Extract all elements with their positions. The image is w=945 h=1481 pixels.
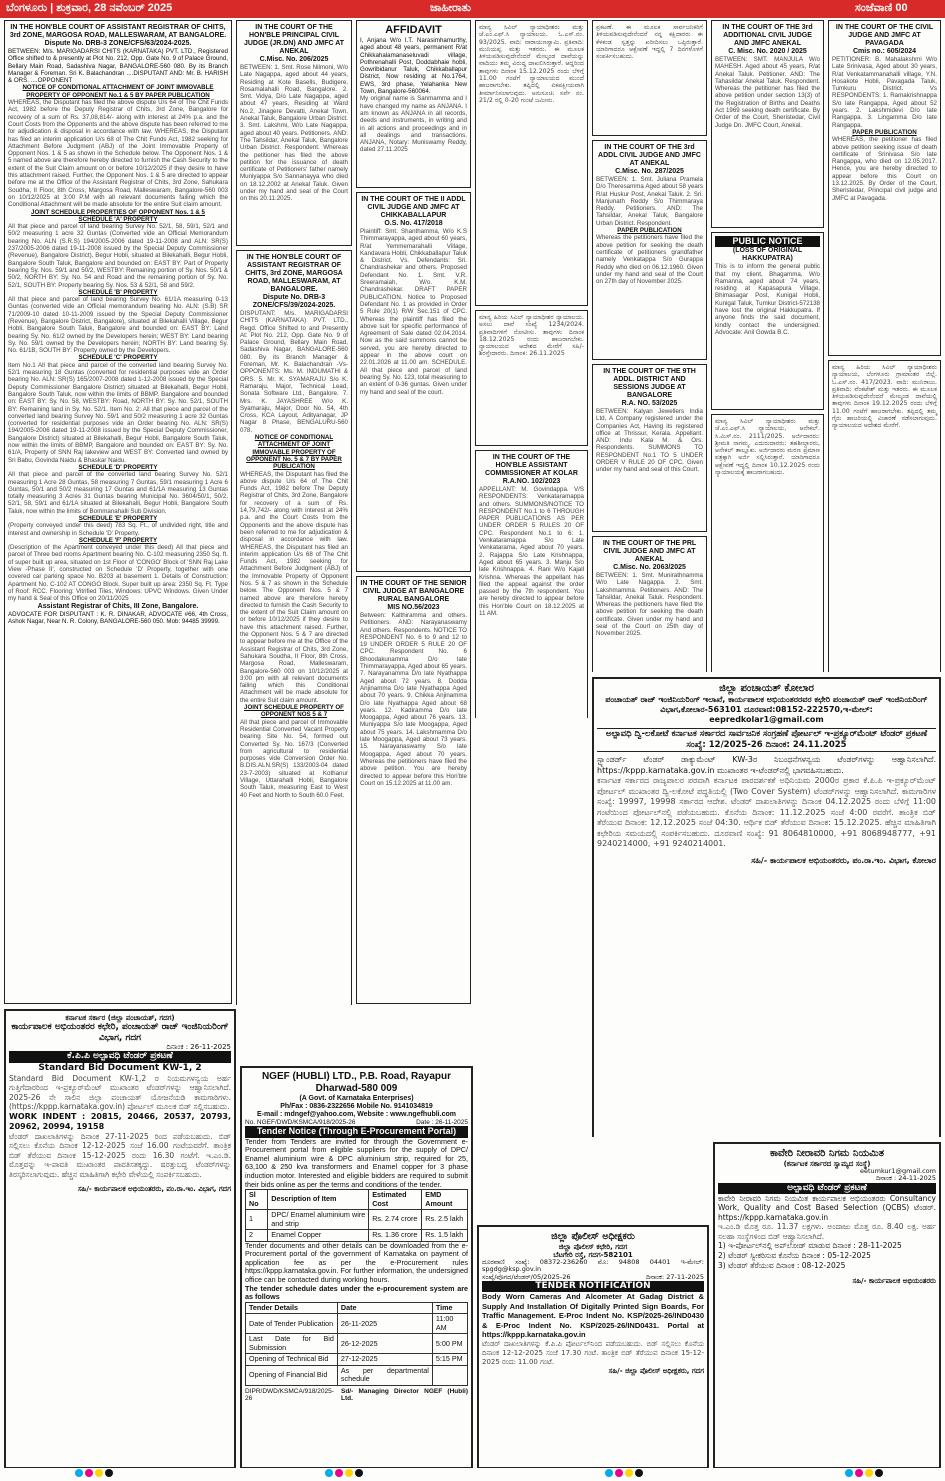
anekal-addl-case: C. Misc. No. 2020 / 2025: [728, 48, 807, 55]
police-signature: ಸಹಿ/- ಜಿಲ್ಲಾ ಪೊಲೀಸ್ ಅಧೀಕ್ಷಕರು, ಗದಗ: [608, 1366, 704, 1375]
police-h3: ಬೆಟಗೇರಿ ರಸ್ತೆ, ಗದಗ-582101: [553, 1251, 633, 1259]
kaveri-d1: 1) ಇ-ಪೋರ್ಟಲ್‌ನಲ್ಲಿ ಅಪ್‌ಲೋಡ್ ಮಾಡುವ ದಿನಾಂಕ : 28-11-2025: [718, 1241, 902, 1251]
ngef-body: Tender from Tenders are invited for through the Government e-Procurement portal from eligible suppliers for the supply of DPC/ Enamel aluminium wire & DPC aluminium strip, required for 25, 63,100 & 250 kva transformers and Enamel copper for 3 phase induction motor. Interested and eligible bidders are required to submit their bids online as per the terms and conditions of the tender.: [245, 1136, 468, 1189]
masthead-date: ಬೆಂಗಳೂರು | ಶುಕ್ರವಾರ, 28 ನವೆಂಬರ್ 2025: [6, 2, 173, 14]
ngef-schedule-intro: The tender schedule dates under the e-procurement system are as follows: [245, 1283, 468, 1302]
column-3: [356, 20, 471, 1005]
police-h1: ಜಿಲ್ಲಾ ಪೊಲೀಸ್ ಅಧೀಕ್ಷಕರು: [551, 1231, 635, 1242]
ngef-bar: Tender Notice (Through E-Procurement Portal): [245, 1126, 468, 1137]
gadag-zp-work: WORK INDENT : 20815, 20466, 20537, 20793, 20962, 20994, 19158: [9, 1111, 231, 1131]
kaveri-body: ಕಾವೇರಿ ನೀರಾವರಿ ನಿಗಮ ನಿಯಮಿತ ಕಾರ್ಯಪಾಲಕ ಅಭಿಯಂತರರು Consultancy Work, Quality and Cost Based Selection (QCBS) ಟೆಂಡರ್. https://kppp.karnataka.gov.in: [718, 1193, 936, 1222]
advocate-details: ADVOCATE FOR DISPUTANT : K. R. DINAKAR, ADVOCATE #66, 4th Cross, Ashok Nagar, Near N. R. Colony, BANGALORE-560 050. Mob: 94485 39999.: [8, 610, 228, 625]
schedule-f-text: (Description of the Apartment conveyed under this deed) All that piece and parcel of Three bed rooms Apartment bearing No. C-102 measuring 2350 Sq. ft. of super built up area, situated on 1st Floor of 'CONGO' Block of 'SNN Raj Lake View -Phase II', constructed on Schedule 'D' Property, together with one covered car parking space No. B203 at basement 1. Details of Construction: Apartment No. C-102 AT CONGO Block. Super built up area: 2350 Sq. Ft. Type of Roof: RCC. Flooring: Vitrified Tiles, Windows: UPVC Windows. Given Under my hand & Seal of this Office on 20/11/2025: [8, 544, 228, 603]
column-5: [592, 20, 707, 672]
kolar-h3: ವಿಭಾಗ,ಕೋಲಾರ-563101 ದೂರವಾಣಿ:08152-222570,ಇ-ಮೇಲ್:: [660, 705, 873, 714]
schedule-b: SCHEDULE 'B' PROPERTY: [78, 288, 158, 296]
schedule-d-text: All that piece and parcel of the converted land bearing Survey No. 52/1 measuring 1 Acre 28 Guntas, 58 measuring 7 Guntas, 59/1 measuring 1 Acre 6 Guntas, 50/1 and 50/2 measuring 17 Guntas and 61/1A measuring 13 Guntas totally measuring 3 Acres 31 Guntas bearing Municipal No. 3604/50/1, 50/2, 52/1, 58, 59/1 and 61/1A situated at Bilekahalli, Begur Hobli, Bangalore South Taluk, now within the limits of Bommanahalli Sub Division.: [8, 471, 228, 515]
public-notice-subtitle: (LOSS OF ORIGINAL HAKKUPATRA): [732, 247, 803, 263]
kannada-notice-4: ಮಾನ್ಯ ಸಿವಿಲ್ ನ್ಯಾಯಾಧೀಶರು ಮತ್ತು ಜೆ.ಎಂ.ಎಫ್.ಸಿ ನ್ಯಾಯಾಲಯ, ಆನೇಕಲ್. ಸಿ.ಮಿಸ್.ನಂ. 2111/2025. ಅರ್ಜಿದಾರರು: ಶ್ರೀಮತಿ ನಾಗಮ್ಮ. ಎದುರುದಾರರು: ತಹಶೀಲ್ದಾರರು, ಆನೇಕಲ್ ತಾಲ್ಲೂಕು. ಅರ್ಜಿದಾರರು ಮರಣ ಪ್ರಮಾಣ ಪತ್ರಕ್ಕಾಗಿ ಅರ್ಜಿ ಸಲ್ಲಿಸಿರುತ್ತಾರೆ. ಯಾರಿಗಾದರೂ ಆಕ್ಷೇಪಣೆ ಇದ್ದಲ್ಲಿ ದಿನಾಂಕ 10.12.2025 ರಂದು ನ್ಯಾಯಾಲಯಕ್ಕೆ ಹಾಜರಾಗಬಹುದು.: [711, 414, 824, 672]
pavagada-notice: IN THE COURT OF THE CIVIL JUDGE AND JMFC AT PAVAGADA Cmis no.: 605/2024 PETITIONER: B. Mahalakshmi W/o Late Srinivasa, Aged about 30 years, R/at Venkatammanahalli village, Y.N. Hosakote Hobli, Pavagada Taluk, Tumkuru District. Vs RESPONDENTS: 1. Ramakrishnappa S/o late Rangappa, Aged about 52 years. 2. Lakshmidevi D/o late Rangappa. 3. Lingamma D/o late Rangappa. PAPER PUBLICATION WHEREAS, the petitioner has filed above petition seeking issue of death certificate of Srinivasa S/o late Rangappa, who died on 12.05.2017. Hence, you are hereby directed to appear before this Court on 13.12.2025. By Order of the Court, Sheristedar, Principal civil judge and JMFC at Pavagada.: [828, 20, 941, 356]
kolar-h2: ಪಂಚಾಯತ್ ರಾಜ್ ಇಂಜಿನಿಯರಿಂಗ್ ಇಲಾಖೆ, ಕಾರ್ಯಪಾಲಕ ಅಭಿಯಂತರರವರ ಕಛೇರಿ ಪಂಚಾಯತ್ ರಾಜ್ ಇಂಜಿನಿಯರಿಂಗ್: [605, 695, 928, 704]
table-row: 1 DPC/ Enamel aluminium wire and strip Rs. 2.74 crore Rs. 2.5 lakh: [246, 1210, 468, 1230]
anekal-addl-title: IN THE COURT OF THE 3rd ADDITIONAL CIVIL JUDGE AND JMFC ANEKAL: [722, 24, 813, 47]
sessions-notice: IN THE COURT OF THE 9TH ADDL. DISTRICT AND SESSIONS JUDGE AT BANGALORE R.A. NO. 53/2025 BETWEEN: Kalyan Jewellers India Ltd, A Company registered under the Companies Act, Having its registered office at Thrissur, Kerala. Appellant. AND: Indu Kala M. & Ors. Respondents. SUMMONS TO RESPONDENT No.1 TO 5 UNDER ORDER V RULE 20 OF CPC. Given under my hand and seal of this Court.: [592, 364, 707, 532]
police-number: ಸಂಖ್ಯೆ/ಪೊಗದ/ಟೆಂಡರ್/05/2025-26: [482, 1272, 571, 1281]
schedule-c: SCHEDULE 'C' PROPERTY: [78, 354, 158, 362]
schedule-heading: JOINT SCHEDULE PROPERTIES OF OPPONENT Nos. 1 & 5: [31, 208, 205, 216]
anekal-prl-title: IN THE COURT OF THE PRL CIVIL JUDGE AND JMFC AT ANEKAL: [602, 540, 697, 563]
anekal-prl-case: C.Misc. No. 2063/2025: [613, 564, 686, 571]
affidavit-body: I, Anjana W/o I.T. Narasimhamurthy, aged about 48 years, permanent R/at Chikkahalamanaseluvadi village, Pothrenahalli Post, Doddabhaie hobli, Gowribidanur Taluk, Chikkaballapur District, Now residing at No.1764, EWS, 3rd phase, Yelahanka New Town, Bangalore-560064.: [360, 37, 467, 96]
kaveri-d2: 2) ಟೆಂಡರ್ ಸ್ವೀಕರಿಸುವ ಕೊನೆಯ ದಿನಾಂಕ : 05-12-2025: [718, 1251, 871, 1261]
family-court-notice: IN THE COURT OF THE HON'BLE PRINCIPAL CIVIL JUDGE (JR.DN) AND JMFC AT ANEKAL C.Misc. No. 206/2025 BETWEEN: 1. Smt. Rose Nilmoni, W/o Late Nagappa, aged about 44 years, Residing at Kote Basells, Budigere, Rosamalahalli Road, Bangalore. 2. Smt. Vidya, D/o Late Nagappa, aged about 47 years, Residing at Ward No.2, Jinagere Devatti, Anekal Town, Anekal Taluk, Bangalore Urban District. 3. Smt. Lakshmi, W/o Late Nagappa, aged about 40 years. Petitioners. AND: The Tahsildar, Anekal Taluk, Bangalore Urban District. Respondent. Whereas the petitioner has filed the above petition for the issuance of death certificate of Petitioners' father namely Muniyappa S/o Sannanayya who died on 18.12.2002 at Anekal Taluk. Given under my hand and seal of the Court on this 20.11.2025.: [236, 20, 352, 246]
schedule-f: SCHEDULE 'F' PROPERTY: [78, 536, 158, 544]
ngef-email: E-mail : mdngef@yahoo.com, Website : www.ngefhubli.com: [257, 1111, 456, 1118]
kaveri-bar: ಅಲ್ಪಾವಧಿ ಟೆಂಡರ್ ಪ್ರಕಟಣೆ: [718, 1183, 936, 1194]
chits-2-title: IN THE HON'BLE COURT OF ASSISTANT REGISTRAR OF CHITS, 3rd ZONE, MARGOSA ROAD, MALLESWARAM, AT BANGALORE.: [245, 254, 343, 293]
notice-body-text: WHEREAS, the Disputant has filed the above dispute U/s 64 of The Chit Funds Act, 1982 before the Deputy Registrar of Chits, 3rd Zone, Bangalore for recovery of a sum of Rs. 37,08,814/- along with interest at 24% p.a. and the Court Costs from the Opponents and the above dispute has been referred to me for adjudication & disposal in accordance with law. WHEREAS, the Disputant has filed an interim application U/s 68 of The Chit Funds Act, 1982 seeking for Attachment Before Judgment (ABJ) of the Joint Immovable Property of Opponent Nos. 1 & 5 as shown in the Schedule below. The Opponent Nos. 1 & 5 named above are therefore hereby directed to furnish the Cash Security to the extent of the Suit Claim amount on or before 10/12/2025 if they desire to have this attachment raised. Further, the Opponent Nos. 1 & 5 are directed to appear before me at the Office of the Assistant Registrar of Chits, 3rd Zone, Sahukara Soudha, II Floor, 8th Cross, Margosa Road, Malleswaram, Bangalore-560 003 on 10/12/2025 at 3:00 P.M with all relevant documents failing which the Conditional Attachment will be made absolute for the entire Suit claim amount.: [8, 99, 228, 209]
chits-2-schedule: JOINT SCHEDULE PROPERTY OF OPPONENT NOS 5 & 7: [244, 704, 344, 719]
bangalore-rural-title: IN THE COURT OF THE SENIOR CIVIL JUDGE AT BANGALORE RURAL BANGALORE: [360, 580, 467, 603]
magenta-dot: [85, 1469, 93, 1477]
column-4: [475, 20, 588, 718]
dispute-number: Dispute No. DRB-3 ZONE/CFS/63/2024-2025.: [44, 40, 192, 47]
anekal-prl-notice: IN THE COURT OF THE PRL CIVIL JUDGE AND JMFC AT ANEKAL C.Misc. No. 2063/2025 BETWEEN: 1. Smt. Munirathnamma W/o Late Nagappa. 2. Smt. Lakshmamma. Petitioners. AND: The Tahsildar, Anekal Taluk. Respondent. Whereas the petitioners have filed the above petition for seeking the death certificate. Given under my hand and seal of the Court on 25th day of November 2025.: [592, 536, 707, 672]
ngef-date: Date : 26-11-2025: [416, 1119, 468, 1126]
table-row: Opening of Technical Bid 27-12-2025 5:15 PM: [246, 1354, 468, 1366]
kaveri-signature: ಸಹಿ/- ಕಾರ್ಯಪಾಲಕ ಅಭಿಯಂತರರು: [852, 1277, 936, 1286]
column-7: [828, 20, 941, 672]
ngef-table: Sl No Description of Item Estimated Cost EMD Amount 1 DPC/ Enamel aluminium wire and strip Rs. 2.74 crore Rs. 2.5 lakh 2 Enamel Copper Rs. 1.36 crore Rs. 1.5 lakh: [245, 1189, 468, 1242]
anekal-3rd-pub: PAPER PUBLICATION: [617, 227, 682, 235]
column-6: [711, 20, 824, 672]
kolar-ac-case: R.A.NO. 102/2023: [502, 478, 561, 485]
gadag-zp-date: ದಿನಾಂಕ : 26-11-2025: [166, 1043, 231, 1051]
court-title: IN THE HON'BLE COURT OF ASSISTANT REGISTRAR OF CHITS, 3rd ZONE, MARGOSA ROAD, MALLESWARAM, AT BANGALORE.: [9, 24, 227, 39]
schedule-e-text: (Property conveyed under this deed) 783 Sq. Ft., of undivided right, title and interest and ownership in Schedule 'D' Property.: [8, 522, 228, 537]
gadag-police-tender: ಜಿಲ್ಲಾ ಪೊಲೀಸ್ ಅಧೀಕ್ಷಕರು ಜಿಲ್ಲಾ ಪೊಲೀಸ್ ಕಛೇರಿ, ಗದಗ ಬೆಟಗೇರಿ ರಸ್ತೆ, ಗದಗ-582101 ದೂರವಾಣಿ ಸಂಖ್ಯೆ: 08372-236260 ಮೊ: 94808 04401 ಇ-ಮೇಲ್: spgdg@ksp.gov.in ಸಂಖ್ಯೆ/ಪೊಗದ/ಟೆಂಡರ್/05/2025-26 ದಿನಾಂಕ: 27-11-2025 TENDER NOTIFICATION Body Worn Cameras And Alcometer At Gadag District & Supply And Installation Of Digitally Printed Sign Boards, For Traffic Management. E-Proc Indent No. KSP/2025-26/IND0430 & E-Proc Indent No. KSP/2025-26/IND0431. Portal at https://kppp.karnataka.gov.in ಟೆಂಡರ್ ದಾಖಲಾತಿಗಳನ್ನು ಕೆ.ಪಿ.ಪಿ ಪೋರ್ಟಲ್‌ನಿಂದ ಪಡೆಯಬಹುದು. ಬಿಡ್ ಸಲ್ಲಿಸಲು ಕೊನೆಯ ದಿನಾಂಕ 12-12-2025 ಸಂಜೆ 17.30 ಗಂಟೆ. ತಾಂತ್ರಿಕ ಬಿಡ್ ತೆರೆಯುವ ದಿನಾಂಕ 15-12-2025 ರಂದು 11.00 ಗಂಟೆ. ಸಹಿ/- ಜಿಲ್ಲಾ ಪೊಲೀಸ್ ಅಧೀಕ್ಷಕರು, ಗದಗ: [477, 1225, 709, 1468]
notice-signature: Assistant Registrar of Chits, III Zone, Bangalore.: [37, 602, 199, 610]
anekal-3rd-notice: IN THE COURT OF THE 3rd ADDL CIVIL JUDGE AND JMFC AT ANEKAL C.Misc. No. 287/2025 BETWEEN: 1. Smt. Juliana Pramela D/o Theresamma Aged about 58 years R/at Huskur Post, Anekal Taluk. 2. Sri. Manjunath Reddy S/o Thimmaraya Reddy. Petitioners. AND: The Tahsildar, Anekal Taluk, Bangalore Urban District. Respondent. PAPER PUBLICATION Whereas the petitioners have filed the above petition for seeking the death certificate of petitioners grandfather namely Venkatappa S/o Gurappa Reddy who died on 06.12.1960. Given under my hand and seal of the Court on 27th day of November 2025.: [592, 140, 707, 360]
anekal-addl-notice: IN THE COURT OF THE 3rd ADDITIONAL CIVIL JUDGE AND JMFC ANEKAL C. Misc. No. 2020 / 2025 BETWEEN: SMT. MANJULA W/o MAHESH. Aged about 45 years, R/at Anekal Taluk. Petitioner. AND: The Tahasildar Anekal Taluk. Respondent. Whereas the petitioner has filed the above petition under section 13(3) of the Registration of Births and Deaths Act 1969 seeking death certificate. By Order of the Court, Sheristedar, Civil Judge Dn. JMFC Court, Anekal.: [711, 20, 824, 228]
kolar-tender: ಜಿಲ್ಲಾ ಪಂಚಾಯತ್ ಕೋಲಾರ ಪಂಚಾಯತ್ ರಾಜ್ ಇಂಜಿನಿಯರಿಂಗ್ ಇಲಾಖೆ, ಕಾರ್ಯಪಾಲಕ ಅಭಿಯಂತರರವರ ಕಛೇರಿ ಪಂಚಾಯತ್ ರಾಜ್ ಇಂಜಿನಿಯರಿಂಗ್ ವಿಭಾಗ,ಕೋಲಾರ-563101 ದೂರವಾಣಿ:08152-222570,ಇ-ಮೇಲ್: eepredkolar1@gmail.com ಅಲ್ಪಾವಧಿ ದ್ವಿ-ಲಕೋಟೆ ಕರ್ನಾಟಕ ಸರ್ಕಾರದ ಸಾರ್ವಜನಿಕ ಸಂಗ್ರಹಣೆ ಪೋರ್ಟಲ್ ಇ-ಪ್ರಕ್ಯೂರ್‌ಮೆಂಟ್ ಟೆಂಡರ್ ಪ್ರಕಟಣೆ ಸಂಖ್ಯೆ: 12/2025-26 ದಿನಾಂಕ: 24.11.2025 ಸ್ಟ್ಯಾಂಡರ್ಡ್ ಟೆಂಡರ್ ಡಾಕ್ಯುಮೆಂಟ್ KW-3ರ ನಿಬಂಧನೆಗಳನ್ವಯ ಟೆಂಡರ್‌ಗಳನ್ನು ಆಹ್ವಾನಿಸಲಾಗಿದೆ. https://kppp.karnataka.gov.in ಮುಖಾಂತರ ಇ-ಟೆಂಡರ್‌ನಲ್ಲಿ ಭಾಗವಹಿಸಬಹುದು. ಕರ್ನಾಟಕ ಸರ್ಕಾರದ ರಾಜ್ಯಪಾಲರ ಪರವಾಗಿ ಕರ್ನಾಟಕ ಪಾರದರ್ಶಕತೆ ಅಧಿನಿಯಮ 2000ರ ಪ್ರಕಾರ ಕೆ.ಪಿ.ಪಿ ಇ-ಪ್ರಕ್ಯೂರ್‌ಮೆಂಟ್ ಪೋರ್ಟಲ್ ಮುಖಾಂತರ ದ್ವಿ-ಲಕೋಟೆ ಪದ್ಧತಿಯಲ್ಲಿ (Two Cover System) ಟೆಂಡರ್‌ಗಳನ್ನು ಆಹ್ವಾನಿಸಲಾಗಿದೆ. ಕಾಮಗಾರಿಗಳ ಸಂಖ್ಯೆ: 19997, 19998 ಸರ್ಕಾರದ ಆದೇಶ. ಟೆಂಡರ್ ದಾಖಲಾತಿಗಳನ್ನು ದಿನಾಂಕ 04.12.2025 ರಂದು ಬೆಳಿಗ್ಗೆ 11:00 ಗಂಟೆಯಿಂದ ಪೋರ್ಟಲ್‌ನಲ್ಲಿ ಪಡೆಯಬಹುದು. ಕೊನೆಯ ದಿನಾಂಕ: 11.12.2025 ಸಂಜೆ 4:00 ರವರೆಗೆ. ತಾಂತ್ರಿಕ ಬಿಡ್ ತೆರೆಯುವ ದಿನಾಂಕ: 12.12.2025 ಸಂಜೆ 04:30. ಆರ್ಥಿಕ ಬಿಡ್ ತೆರೆಯುವ ದಿನಾಂಕ: 15.12.2025. ಹೆಚ್ಚಿನ ಮಾಹಿತಿಗಾಗಿ ಕಛೇರಿಯ ಸಮಯದಲ್ಲಿ ಸಂಪರ್ಕಿಸಬಹುದು. ದೂರವಾಣಿ ಸಂಖ್ಯೆ: 91 8064810000, +91 8068948777, +91 9240214000, +91 9240214001. ಸಹಿ/- ಕಾರ್ಯಪಾಲಕ ಅಭಿಯಂತರರು, ಪಂ.ರಾ.ಇಂ. ವಿಭಾಗ, ಕೋಲಾರ: [592, 677, 941, 1137]
bangalore-rural-notice: IN THE COURT OF THE SENIOR CIVIL JUDGE AT BANGALORE RURAL BANGALORE MIS NO.56/2023 Between: Kalthiramma and others. Petitioners. AND: Narayanaswamy And others. Respondents. NOTICE TO RESPONDENT No. 6 to 9 and 12 to 19 UNDER ORDER 5 RULE 20 OF CPC. Respondent No. 6 Bhoodakunamma D/o late Thimmarayappa, Aged about 65 years. 7. Narayanamma D/o late Nyathappa Aged about 72 years. 8. Dodda Anjinamma D/o late Nyathappa Aged about 70 years. 9. Chikka Anjinamma D/o late Nyathappa Aged about 68 years. 12. Kadiramma D/o late Moogappa, Aged about 76 years. 13. Muniyappa S/o late Moogappa, Aged about 75 years. 14. Lakshmamma D/o late Moogappa, Aged about 73 years. 15. Narayanaswamy S/o late Moogappa, Aged about 70 years. Whereas the petitioners have filed the above petition. You are hereby directed to appear before this Hon'ble Court on 15.12.2025 at 11.00 am.: [356, 576, 471, 1004]
ngef-phone: Ph/Fax : 0836-2322656 Mobile No. 9141034819: [280, 1103, 433, 1110]
police-phone: ದೂರವಾಣಿ ಸಂಖ್ಯೆ: 08372-236260 ಮೊ: 94808 04401 ಇ-ಮೇಲ್: spgdg@ksp.gov.in: [482, 1258, 704, 1274]
page: [4, 20, 941, 1468]
black-dot: [105, 1469, 113, 1477]
anekal-3rd-case: C.Misc. No. 287/2025: [615, 168, 684, 175]
gadag-zp-tender: ಕರ್ನಾಟಕ ಸರ್ಕಾರ (ಜಿಲ್ಲಾ ಪಂಚಾಯತ್, ಗದಗ) ಕಾರ್ಯಪಾಲಕ ಅಭಿಯಂತರರ ಕಛೇರಿ, ಪಂಚಾಯತ್ ರಾಜ್ ಇಂಜಿನಿಯರಿಂಗ್ ವಿಭಾಗ, ಗದಗ ದಿನಾಂಕ : 26-11-2025 ಕೆ.ಪಿ.ಪಿ ಅಲ್ಪಾವಧಿ ಟೆಂಡರ್ ಪ್ರಕಟಣೆ Standard Bid Document KW-1, 2 Standard Bid Document KW-1,2 ರ ನಿಯಮಗಳನ್ವಯ ಅರ್ಹ ಗುತ್ತಿಗೆದಾರರಿಂದ ಇ-ಪ್ರಕ್ಯೂರ್‌ಮೆಂಟ್ ಮುಖಾಂತರ ಟೆಂಡರ್‌ಗಳನ್ನು ಆಹ್ವಾನಿಸಲಾಗಿದೆ. 2025-26 ನೇ ಸಾಲಿನ ಜಿಲ್ಲಾ ಪಂಚಾಯತ್ ಯೋಜನೆಯಡಿ ಕಾಮಗಾರಿಗಳು. (https://kppp.karnataka.gov.in) ಪೋರ್ಟಲ್ ಮೂಲಕ ಬಿಡ್ ಸಲ್ಲಿಸಬಹುದು. WORK INDENT : 20815, 20466, 20537, 20793, 20962, 20994, 19158 ಟೆಂಡರ್ ದಾಖಲಾತಿಗಳನ್ನು ದಿನಾಂಕ 27-11-2025 ರಿಂದ ಪಡೆಯಬಹುದು. ಬಿಡ್ ಸಲ್ಲಿಸಲು ಕೊನೆಯ ದಿನಾಂಕ 12-12-2025 ಸಂಜೆ 16.00 ಗಂಟೆಯವರೆಗೆ. ತಾಂತ್ರಿಕ ಬಿಡ್ ತೆರೆಯುವ ದಿನಾಂಕ 15-12-2025 ರಂದು 16.30 ಗಂಟೆಗೆ. ಇ.ಎಂ.ಡಿ. ಮೊತ್ತವನ್ನು ಇ-ಪಾವತಿ ಮುಖಾಂತರ ಪಾವತಿಸತಕ್ಕದ್ದು. ಷರತ್ತುಬದ್ಧ ಟೆಂಡರ್‌ಗಳನ್ನು ತಿರಸ್ಕರಿಸಲಾಗುವುದು. ಹೆಚ್ಚಿನ ಮಾಹಿತಿಗಾಗಿ ಕಛೇರಿ ವೇಳೆಯಲ್ಲಿ ಸಂಪರ್ಕಿಸಬಹುದು. ಸಹಿ/- ಕಾರ್ಯಪಾಲಕ ಅಭಿಯಂತರರು, ಪಂ.ರಾ.ಇಂ. ವಿಭಾಗ, ಗದಗ: [4, 1009, 236, 1468]
ngef-signature: Sd/- Managing Director NGEF (Hubli) Ltd.: [341, 1387, 468, 1403]
ngef-h1: NGEF (HUBLI) LTD., P.B. Road, Rayapur Dharwad-580 009: [261, 1071, 452, 1094]
ngef-tender: [240, 1066, 473, 1468]
kaveri-d3: 3) ಟೆಂಡರ್ ತೆರೆಯುವ ದಿನಾಂಕ : 08-12-2025: [718, 1261, 846, 1271]
schedule-b-text: All that piece and parcel of land bearing Survey No. 61/1A measuring 0-13 Guntas (converted vide an Official memorandum bearing No. ALN: (S.B) SR 71/2009-10 dated 10-11-2009 issued by the Special Deputy Commissioner (Revenue), Bangalore District, Bangalore), situated at Bilekahalli Village, Begur Hobli, Bangalore South Taluk, Bangalore and bounded on: EAST BY: Land bearing Sy. No. 61/2 owned by the Developers herein; WEST BY: Land bearing Sy. No. 59/1 owned by the Developers herein; NORTH BY: Land bearing Sy. No. 61/1B, SOUTH BY: Property owned by the Developers.: [8, 296, 228, 355]
masthead-section: ಜಾಹೀರಾತು: [430, 2, 472, 14]
kolar-ac-notice: IN THE COURT OF THE HON'BLE ASSISTANT COMMISSIONER AT KOLAR R.A.NO. 102/2023 APPELLANT: M. Govindappa. V/S RESPONDENTS: Venkataramappa and others. SUMMONS/NOTICE TO RESPONDENT No.1 to 6 THROUGH PAPER PUBLICATIONS AS PER UNDER ORDER 5 RULES 20 OF CPC. Respondent No.1 to 6: 1. Venkataramappa S/o Late Venkatarama, Aged about 70 years. 2. Rajappa S/o Late Krishnappa, Aged about 65 years. 3. Manju S/o late Krishnappa. 4. Rani W/o Kajall Krishna. Whereas the appellant has filed the appeal against the order passed by the 7th respondent. You are hereby directed to appear before this Hon'ble Court on 18.12.2025 at 11 AM.: [475, 450, 588, 718]
ngef-number: No. NGEF/DWD/KSMCA/918/2025-26: [245, 1119, 356, 1126]
police-h2: ಜಿಲ್ಲಾ ಪೊಲೀಸ್ ಕಛೇರಿ, ಗದಗ: [558, 1243, 628, 1251]
schedule-d: SCHEDULE 'D' PROPERTY: [78, 463, 158, 471]
kaveri-email: eetumkur1@gmail.com: [860, 1167, 936, 1175]
public-notice-title: PUBLIC NOTICE: [715, 236, 820, 247]
bangalore-rural-case: MIS NO.56/2023: [387, 604, 440, 611]
gadag-zp-h3: ಕೆ.ಪಿ.ಪಿ ಅಲ್ಪಾವಧಿ ಟೆಂಡರ್ ಪ್ರಕಟಣೆ: [9, 1051, 231, 1062]
ngef-schedule-table: Tender Details Date Time Date of Tender Publication 26-11-2025 11:00 AM Last Date for Bid Submission 26-12-2025 5:00 PM Opening of Technical Bid 27-12-2025 5:15 PM Opening of Financial Bid As per departmental schedule: [245, 1302, 468, 1386]
schedule-e: SCHEDULE 'E' PROPERTY: [78, 515, 158, 522]
kaveri-tender: ಕಾವೇರಿ ನೀರಾವರಿ ನಿಗಮ ನಿಯಮಿತ (ಕರ್ನಾಟಕ ಸರ್ಕಾರದ ಸ್ವಾಮ್ಯದ ಸಂಸ್ಥೆ) eetumkur1@gmail.com ದಿನಾಂಕ : 24-11-2025 ಅಲ್ಪಾವಧಿ ಟೆಂಡರ್ ಪ್ರಕಟಣೆ ಕಾವೇರಿ ನೀರಾವರಿ ನಿಗಮ ನಿಯಮಿತ ಕಾರ್ಯಪಾಲಕ ಅಭಿಯಂತರರು Consultancy Work, Quality and Cost Based Selection (QCBS) ಟೆಂಡರ್. https://kppp.karnataka.gov.in ಇ.ಎಂ.ಡಿ ಮೊತ್ತ ರೂ. 11.37 ಲಕ್ಷಗಳು. ಅಂದಾಜು ಮೊತ್ತ ರೂ. 8.40 ಲಕ್ಷ. ಅರ್ಹ ಸಲಹಾ ಸಂಸ್ಥೆಗಳಿಂದ ಬಿಡ್ ಆಹ್ವಾನಿಸಲಾಗಿದೆ. 1) ಇ-ಪೋರ್ಟಲ್‌ನಲ್ಲಿ ಅಪ್‌ಲೋಡ್ ಮಾಡುವ ದಿನಾಂಕ : 28-11-2025 2) ಟೆಂಡರ್ ಸ್ವೀಕರಿಸುವ ಕೊನೆಯ ದಿನಾಂಕ : 05-12-2025 3) ಟೆಂಡರ್ ತೆರೆಯುವ ದಿನಾಂಕ : 08-12-2025 ಸಹಿ/- ಕಾರ್ಯಪಾಲಕ ಅಭಿಯಂತರರು: [713, 1142, 941, 1468]
gadag-zp-h2: ಕಾರ್ಯಪಾಲಕ ಅಭಿಯಂತರರ ಕಛೇರಿ, ಪಂಚಾಯತ್ ರಾಜ್ ಇಂಜಿನಿಯರಿಂಗ್ ವಿಭಾಗ, ಗದಗ: [11, 1022, 229, 1043]
yellow-dot: [95, 1469, 103, 1477]
chikkaballapur-case: O.S. No. 417/2018: [384, 220, 443, 227]
public-notice: PUBLIC NOTICE (LOSS OF ORIGINAL HAKKUPATRA) This is to inform the general public that my client, Bhagamma, W/o Ramanna, aged about 74 years, residing at Kapasapura Village, Bhimasagar Post, Kunigal Hobli, Kunigal Taluk, Tumkur District-572138 have lost the original Hakkupatra. If anyone finds the said document, kindly contact the undersigned. Advocate: Anil Gowda B.C.: [711, 232, 824, 410]
table-row: Date of Tender Publication 26-11-2025 11:00 AM: [246, 1314, 468, 1334]
chits-notice-1: [4, 20, 232, 1004]
affidavit-notice: AFFIDAVIT I, Anjana W/o I.T. Narasimhamurthy, aged about 48 years, permanent R/at Chikkahalamanaseluvadi village, Pothrenahalli Post, Doddabhaie hobli, Gowribidanur Taluk, Chikkaballapur District, Now residing at No.1764, EWS, 3rd phase, Yelahanka New Town, Bangalore-560064. My original name is Sanmamma and I have changed my name as ANJANA. I am known as ANJANA in all records, deeds and instruments, in writing and in all actions and proceedings and in all dealings and transactions. ANJANA, Notary: Muniswamy Reddy, dated 27.11.2025: [356, 20, 471, 188]
affidavit-title: AFFIDAVIT: [385, 24, 442, 36]
kannada-notice-3: ಪ್ರಕಟಣೆ. ಈ ಮೂಲಕ ಸಾರ್ವಜನಿಕರಿಗೆ ತಿಳಿಯಪಡಿಸುವುದೇನೆಂದರೆ ನನ್ನ ಕಕ್ಷಿದಾರರು ಈ ಕೆಳಕಂಡ ಸ್ವತ್ತನ್ನು ಖರೀದಿಸಲು ಒಪ್ಪಿರುತ್ತಾರೆ. ಯಾರಿಗಾದರೂ ಆಕ್ಷೇಪಣೆ ಇದ್ದಲ್ಲಿ 7 ದಿನಗಳೊಳಗೆ ಸಂಪರ್ಕಿಸಬಹುದು.: [592, 20, 707, 136]
registration-marks: [0, 1467, 945, 1479]
masthead-paper: ಸಂಜೆವಾಣಿ 00: [855, 2, 908, 14]
schedule-c-text: Item No.1 All that piece and parcel of the converted land bearing Survey No. 52/1 measuring 18 Guntas (converted for residential purposes vide an Order bearing No. ALN: SR(S) 165/2007-2008 dated 1-12-2008 issued by the Special Deputy Commissioner Bangalore District) situated at Bilekahalli, Begur Hobli, Bangalore South Taluk, now within the limits of BBMP, Bangalore and bounded on: EAST BY: Sy. No. 58, WESTBY: Road, NORTH BY: Sy. No. 52/1, SOUTH BY: Remaining land in Sy. No. 52/1. Item No. 2: All that piece and parcel of the converted land bearing Survey No. 59/1 and 50/2 measuring 1 acre 32 Guntas (converted for residential purposes vide an Order bearing No. ALN: SR(S) 194/2005-2006 dated 19-11-2008 issued by the Special Deputy Commissioner, Bangalore District) situated at Bilekahalli, Begur Hobli, Bangalore South Taluk, now within the limits of BBMP, Bangalore and bounded on: EAST BY: Sy. No. 61/A, Property of SNN Raj lakeview and WEST BY: Converted land owned by Sri Babu, Govinda Naidu & Bhaskar Naidu.: [8, 361, 228, 464]
cyan-dot: [75, 1469, 83, 1477]
column-1: [4, 20, 232, 1005]
table-row: 2 Enamel Copper Rs. 1.36 crore Rs. 1.5 lakh: [246, 1230, 468, 1242]
police-bar: TENDER NOTIFICATION: [482, 1281, 704, 1292]
kolar-signature: ಸಹಿ/- ಕಾರ್ಯಪಾಲಕ ಅಭಿಯಂತರರು, ಪಂ.ರಾ.ಇಂ. ವಿಭಾಗ, ಕೋಲಾರ: [751, 855, 936, 865]
kaveri-h2: (ಕರ್ನಾಟಕ ಸರ್ಕಾರದ ಸ್ವಾಮ್ಯದ ಸಂಸ್ಥೆ): [783, 1160, 871, 1168]
chikkaballapur-notice: IN THE COURT OF THE II ADDL CIVIL JUDGE AND JMFC AT CHIKKABALLAPUR O.S. No. 417/2018 Plaintiff: Smt. Shanthamma, W/o K.S Thimmarayappa, aged about 60 years, R/at Yemmemarahalli Village, Kandavara Hobli, Chikkaballapur Taluk & District. Vs. Defendants: Sri. Chandrashekar and others. Proposed Defendant No. 1. Smt. V.R. Sreeramaiah, W/o. K.M. Chandrashekar. DRAFT PAPER PUBLICATION. Notice to Proposed Defendant No. 1 as provided in Order 5 Rule 20(1) R/W Sec.151 of CPC. Whereas the plaintiff has filed the above suit for specific performance of Agreement of Sale dated 02.04.2014. Now as the said summons cannot be served, you are hereby directed to appear in the above court on 22.01.2026 at 11.00 am. SCHEDULE. All that piece and parcel of land bearing Sy. No. 123, total measuring to an extent of 0-36 guntas. Given under my hand and seal of the court.: [356, 192, 471, 572]
pavagada-pub: PAPER PUBLICATION: [852, 128, 917, 136]
kannada-notice-5: ಮಾನ್ಯ ಹಿರಿಯ ಸಿವಿಲ್ ನ್ಯಾಯಾಧೀಶರು ನ್ಯಾಯಾಲಯ, ಬೆಂಗಳೂರು ಗ್ರಾಮಾಂತರ ಜಿಲ್ಲೆ. ಓ.ಎಸ್.ನಂ. 417/2023. ವಾದಿ: ಮುನಿರಾಜು. ಪ್ರತಿವಾದಿ: ವೆಂಕಟೇಶ್ ಮತ್ತು ಇತರರು. ಈ ಮೂಲಕ ತಿಳಿಯಪಡಿಸುವುದೇನೆಂದರೆ ಮೇಲ್ಕಂಡ ದಾವೆಯಲ್ಲಿ ತಾವುಗಳು ದಿನಾಂಕ 19.12.2025 ರಂದು ಬೆಳಿಗ್ಗೆ 11.00 ಗಂಟೆಗೆ ಹಾಜರಾಗಬೇಕು. ತಪ್ಪಿದಲ್ಲಿ ತಮ್ಮ ಗೈರು ಹಾಜರಿಯಲ್ಲಿ ವಿಚಾರಣೆ ನಡೆಸಲಾಗುವುದು. ನ್ಯಾಯಾಲಯದ ಆದೇಶದ ಮೇರೆಗೆ.: [828, 360, 941, 672]
kolar-h4: ಅಲ್ಪಾವಧಿ ದ್ವಿ-ಲಕೋಟೆ ಕರ್ನಾಟಕ ಸರ್ಕಾರದ ಸಾರ್ವಜನಿಕ ಸಂಗ್ರಹಣೆ ಪೋರ್ಟಲ್ ಇ-ಪ್ರಕ್ಯೂರ್‌ಮೆಂಟ್ ಟೆಂಡರ್ ಪ್ರಕಟಣೆ ಸಂಖ್ಯೆ: 12/2025-26 ದಿನಾಂಕ: 24.11.2025: [597, 728, 936, 752]
ngef-h2: (A Govt. of Karnataka Enterprises): [299, 1095, 414, 1102]
notice-heading: NOTICE OF CONDITIONAL ATTACHMENT OF JOINT IMMOVABLE PROPERTY OF OPPONENT No.1 & 5 BY PAPER PUBLICATION: [22, 84, 214, 99]
schedule-a-text: All that piece and parcel of land bearing Survey No. 52/1, 58, 59/1, 52/1 and 50/2 measuring 1 acre 32 Guntas (Converted vide an Official Memorandum bearing No. ALN (S.R.S) 194/2005-2006 dated 19-11-2008 and ALN: SR(S) 237/2005-2006 dated 19-11-2008 issued by the Special Deputy Commissioner (Revenue), Bangalore District), Begur Hobli, situated at Bilekahalli, Begur Hobli, Bangalore South Taluk, Bangalore and bounded on: EAST BY: Part of Property bearing Sy. Nos. 59/1 and 50/2, WESTBY: Remaining portion of Sy. Nos. 50/1 & 50/2, NORTH BY: Sy. No. 54 and Road and the remaining portion of Sy. No. 52/1, SOUTH BY: Property bearing Sy. Nos. 53 & 52/1, 58 and 59/2.: [8, 223, 228, 289]
schedule-a: SCHEDULE 'A' PROPERTY: [78, 215, 158, 223]
table-row: Opening of Financial Bid As per departmental schedule: [246, 1365, 468, 1385]
kolar-h1: ಜಿಲ್ಲಾ ಪಂಚಾಯತ್ ಕೋಲಾರ: [719, 683, 814, 694]
kannada-notice-2: ಮಾನ್ಯ ಹಿರಿಯ ಸಿವಿಲ್ ನ್ಯಾಯಾಧೀಶರ ನ್ಯಾಯಾಲಯ. ಅಸಲು ದಾವೆ ಸಂಖ್ಯೆ 1234/2024. ಪ್ರತಿವಾದಿಗಳಿಗೆ ನೋಟೀಸು. ತಾವುಗಳು ದಿನಾಂಕ 18.12.2025 ರಂದು ಹಾಜರಾಗಬೇಕು. ನ್ಯಾಯಾಲಯದ ಆದೇಶದ ಮೇರೆಗೆ ಸಹಿ/- ಶಿರಸ್ತೇದಾರರು. ದಿನಾಂಕ: 26.11.2025: [475, 310, 588, 446]
sessions-case: R.A. NO. 53/2025: [621, 400, 678, 407]
pavagada-title: IN THE COURT OF THE CIVIL JUDGE AND JMFC AT PAVAGADA: [835, 24, 934, 47]
chits-2-dispute: Dispute No. DRB-3 ZONE/CFS/39/2024-2025.: [252, 294, 336, 309]
gadag-zp-h4: Standard Bid Document KW-1, 2: [9, 1063, 231, 1074]
ngef-body-2: Tender documents and other details can be downloaded from the e-Procurement portal of the government of Karnataka on payment of application fee as per the e-Procurement rules https://kppp.karnataka.gov.in. For further information, the undersigned office can be contacted during working hours.: [245, 1240, 468, 1285]
kaveri-h1: ಕಾವೇರಿ ನೀರಾವರಿ ನಿಗಮ ನಿಯಮಿತ: [769, 1148, 885, 1159]
gadag-zp-h1: ಕರ್ನಾಟಕ ಸರ್ಕಾರ (ಜಿಲ್ಲಾ ಪಂಚಾಯತ್, ಗದಗ): [65, 1014, 175, 1022]
gadag-zp-sign: ಸಹಿ/- ಕಾರ್ಯಪಾಲಕ ಅಭಿಯಂತರರು, ಪಂ.ರಾ.ಇಂ. ವಿಭಾಗ, ಗದಗ: [77, 1185, 231, 1194]
pavagada-case: Cmis no.: 605/2024: [852, 48, 917, 55]
police-date: ದಿನಾಂಕ: 27-11-2025: [646, 1272, 704, 1281]
chits-2-heading: NOTICE OF CONDITIONAL ATTACHMENT OF JOINT IMMOVABLE PROPERTY OF OPPONENT No. 5 & 7 BY PAPER PUBLICATION: [246, 434, 342, 471]
column-2: [236, 20, 352, 1005]
kolar-email: eepredkolar1@gmail.com: [709, 715, 824, 724]
police-body: Body Worn Cameras And Alcometer At Gadag District & Supply And Installation Of Digitally Printed Sign Boards, For Traffic Management. E-Proc Indent No. KSP/2025-26/IND0430 & E-Proc Indent No. KSP/2025-26/IND0431. Portal at https://kppp.karnataka.gov.in: [482, 1292, 704, 1340]
kolar-body: ಸ್ಟ್ಯಾಂಡರ್ಡ್ ಟೆಂಡರ್ ಡಾಕ್ಯುಮೆಂಟ್ KW-3ರ ನಿಬಂಧನೆಗಳನ್ವಯ ಟೆಂಡರ್‌ಗಳನ್ನು ಆಹ್ವಾನಿಸಲಾಗಿದೆ. https://kppp.karnataka.gov.in ಮುಖಾಂತರ ಇ-ಟೆಂಡರ್‌ನಲ್ಲಿ ಭಾಗವಹಿಸಬಹುದು.: [597, 755, 936, 775]
kaveri-date: ದಿನಾಂಕ : 24-11-2025: [875, 1174, 936, 1183]
kolar-ac-title: IN THE COURT OF THE HON'BLE ASSISTANT COMMISSIONER AT KOLAR: [485, 454, 578, 477]
sessions-title: IN THE COURT OF THE 9TH ADDL. DISTRICT AND SESSIONS JUDGE AT BANGALORE: [603, 368, 696, 399]
notice-parties: BETWEEN: M/s. MARIGADARSI CHITS (KARNATAKA) PVT. LTD., Registered Office shifted to & presently at Plot No. 212, Opp. Gate No. 9 of Palace Ground, Bellary Main Road, Sadashiva Nagar, BANGALORE-560 080. By its Branch Manager & Foreman. Sri K. Balachandran ....DISPUTANT AND: Mr. B. HARISH & ORS. ....OPPONENT: [8, 48, 228, 85]
masthead: [0, 0, 945, 18]
anekal-3rd-title: IN THE COURT OF THE 3rd ADDL CIVIL JUDGE AND JMFC AT ANEKAL: [598, 144, 701, 167]
table-row: Last Date for Bid Submission 26-12-2025 5:00 PM: [246, 1334, 468, 1354]
chikkaballapur-title: IN THE COURT OF THE II ADDL CIVIL JUDGE AND JMFC AT CHIKKABALLAPUR: [361, 196, 466, 219]
ngef-footer: DIPR/DWD/KSMCA/918/2025-26: [245, 1387, 334, 1403]
kannada-notice: ಮಾನ್ಯ ಸಿವಿಲ್ ನ್ಯಾಯಾಧೀಶರು ಮತ್ತು ಜೆ.ಎಂ.ಎಫ್.ಸಿ ನ್ಯಾಯಾಲಯ. ಓ.ಎಸ್.ನಂ. 93/2025. ವಾದಿ: ನಾರಾಯಣಸ್ವಾಮಿ. ಪ್ರತಿವಾದಿ: ಮುನಿಯಪ್ಪ ಮತ್ತು ಇತರರು. ಈ ಮೂಲಕ ತಿಳಿಯಪಡಿಸುವುದೇನೆಂದರೆ ಮೇಲ್ಕಂಡ ದಾವೆಯನ್ನು ವಾದಿಯು ತಮ್ಮ ವಿರುದ್ಧ ದಾಖಲಿಸಿರುತ್ತಾರೆ. ಆದ್ದರಿಂದ ತಾವುಗಳು ದಿನಾಂಕ 15.12.2025 ರಂದು ಬೆಳಿಗ್ಗೆ 11.00 ಗಂಟೆಗೆ ನ್ಯಾಯಾಲಯದ ಮುಂದೆ ಹಾಜರಾಗಬೇಕು. ತಪ್ಪಿದಲ್ಲಿ ಏಕಪಕ್ಷೀಯವಾಗಿ ತೀರ್ಮಾನಿಸಲಾಗುವುದು. ಅನುಸೂಚಿ: ಸರ್ವೆ ನಂ. 21/2 ರಲ್ಲಿ 0-20 ಗುಂಟೆ ಜಮೀನು.: [475, 20, 588, 306]
chits-notice-2: IN THE HON'BLE COURT OF ASSISTANT REGISTRAR OF CHITS, 3rd ZONE, MARGOSA ROAD, MALLESWARAM, AT BANGALORE. Dispute No. DRB-3 ZONE/CFS/39/2024-2025. DISPUTANT: M/s. MARIGADARSI CHITS (KARNATAKA) PVT. LTD., Regd. Office Shifted to and Presently At: Plot No. 212, Opp. Gate No. 9 of Palace Ground, Bellary Main Road, Sadashiva Nagar, BANGALORE-560 080. By its Branch Manager & Foreman, Mr. K. Balachandran -Vs- OPPONENTS: Ms. M. INDUMATHI & ORS. 5. Mr. K. SYAMARAJU S/o K. Ramaraju, Major, Technical Lead, Sonata Software Ltd., Bangalore. 7. Mrs. K. JAYASHREE W/o K. Syamaraju, Major, Door No. 54, 4th Cross, KCA Layout, Adityanagar, JP Nagar 8 Phase, BENGALURU-560 078. NOTICE OF CONDITIONAL ATTACHMENT OF JOINT IMMOVABLE PROPERTY OF OPPONENT No. 5 & 7 BY PAPER PUBLICATION WHEREAS, the Disputant has filed the above dispute U/s 64 of The Chit Funds Act, 1982 before The Deputy Registrar of Chits, 3rd Zone, Bangalore for recovery of a sum of Rs. 14,79,742/- along with interest at 24% p.a. and the Court Costs from the Opponents and the above dispute has been referred to me for adjudication & disposal in accordance with law. WHEREAS, the Disputant has filed an interim application U/s 68 of The Chit Funds Act, 1982 seeking for Attachment Before Judgment (ABJ) of the Immovable Property of Opponent Nos. 5 & 7 as shown in the Schedule below. The Opponent Nos. 5 & 7 named above are therefore hereby directed to furnish the Cash Security to the extent of the Suit Claim amount on or before 10/12/2025 if they desire to have this attachment raised. Further, the Opponent Nos. 5 & 7 are directed to appear before me at the Office of the Assistant Registrar of Chits, 3rd Zone, Sahukara Soudha, II Floor, 8th Cross, Margosa Road, Malleswaram, Bangalore-560 003 on 10/12/2025 at 3:00 pm with all relevant documents failing which this Conditional Attachment will be made absolute for the entire Suit claim amount. JOINT SCHEDULE PROPERTY OF OPPONENT NOS 5 & 7 All that piece and parcel of Immovable Residential Converted Vacant Property bearing Site No. 54, formed out Converted Sy. No. 167/3 (Converted from agricultural to residential purposes vide Conversion Order No. B.DIS.ALN.SR(S) 133/2003-04 dated 23-7-2003) situated at Kothanur Village, Uttarahalli Hobli, Bangalore South Taluk, measuring East to West 40 Feet and North to South 60.0 Feet.: [236, 250, 352, 1005]
